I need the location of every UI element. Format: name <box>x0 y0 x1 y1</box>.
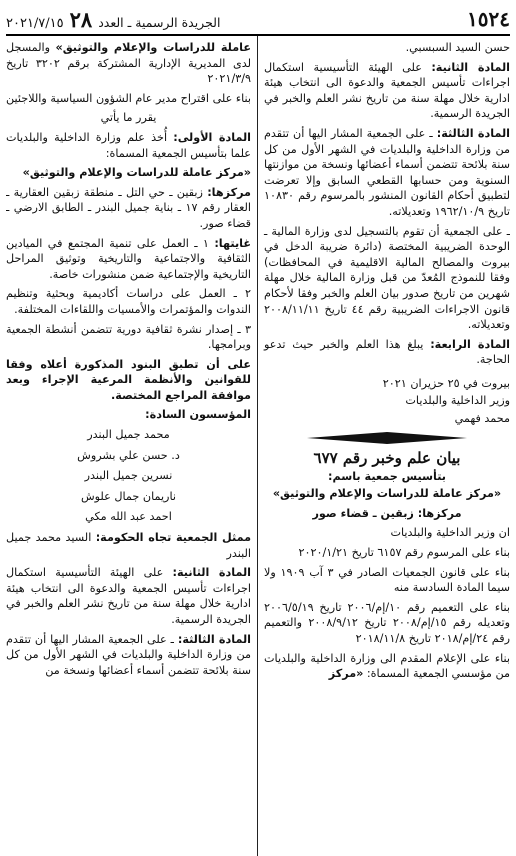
left-column <box>6 36 258 856</box>
article-three <box>6 632 251 679</box>
founder-name: نسرين جميل البندر <box>84 469 173 483</box>
sign-title: وزير الداخلية والبلديات <box>405 394 510 408</box>
article-label: المادة الثالثة: <box>177 632 252 646</box>
article-text: على الهيئة التأسيسية استكمال اجراءات تأسيس الجمعية والدعوة الى انتخاب هيئة ادارية خلال مهلة سنة من تاريخ نشر العلم والخبر في الجريدة الرسمية. <box>264 60 510 121</box>
founder-name: ناريمان جمال علوش <box>81 489 176 503</box>
association-name-continued: عاملة للدراسات والإعلام والتوثيق» <box>55 41 251 54</box>
representative-label: ممثل الجمعية تجاه الحكومة: <box>95 531 251 545</box>
article-label: المادة الرابعة: <box>430 337 510 351</box>
paragraph <box>6 40 251 87</box>
objectives-label: غايتها: <box>214 236 251 250</box>
header-issue-info <box>6 7 220 32</box>
article-two <box>6 565 251 627</box>
page-header <box>6 6 510 36</box>
paragraph: ان وزير الداخلية والبلديات <box>390 526 510 540</box>
article-label: المادة الثالثة: <box>436 126 510 140</box>
objectives-text: ١ ـ العمل على تنمية المجتمع في الميادين الثقافية والاجتماعية والتاريخية وتوثيق المراحل التاريخية والإجتماعية ضمن منشورات خاصة. <box>6 236 251 281</box>
page-number: ١٥٢٤ <box>467 7 510 31</box>
paragraph: ـ على الجمعية أن تقوم بالتسجيل لدى وزارة المالية ـ الوحدة الضريبية المختصة (دائرة ضريبة الدخل في بيروت والمصالح المالية الاقليمية في المحافظات) وفقا للنموذج المُعدّ من قبل وزارة المالية خلال مهلة شهرين من تاريخ صدور بيان العلم والخبر وفقا لأحكام قانون الاجراءات الضريبية رقم ٤٤ تاريخ ٢٠٠٨/١١/١١ وتعديلاته. <box>264 224 510 332</box>
article-text: ـ على الجمعية المشار اليها أن تتقدم من وزارة الداخلية والبلديات في الشهر الأول من كل سنة بلائحة تتضمن أسماء أعضائها ونسخة من <box>6 632 251 677</box>
compliance-clause: على أن تطبق البنود المذكورة أعلاه وفقا للقوانين والأنظمة المرعية الإجراء وبعد موافقة المراجع المختصة. <box>6 357 251 402</box>
issue-date: ٢٠٢١/٧/١٥ <box>6 15 64 31</box>
issue-number: ٢٨ <box>69 6 93 32</box>
headquarters <box>6 185 251 232</box>
paragraph: بناء على قانون الجمعيات الصادر في ٣ آب ١٩٠٩ ولا سيما المادة السادسة منه <box>264 565 510 595</box>
article-text: يبلغ هذا العلم والخبر حيث تدعو الحاجة. <box>264 337 510 367</box>
paragraph-text: والمسجل لدى المديرية الإدارية المشتركة برقم ٣٢٠٢ تاريخ ٢٠٢١/٣/٩ <box>6 41 251 86</box>
article-text: على الهيئة التأسيسية استكمال اجراءات تأسيس الجمعية والدعوة الى انتخاب هيئة ادارية خلال مهلة سنة من تاريخ نشر العلم والخبر في الجريدة الرسمية. <box>6 566 251 626</box>
association-location: مركزها: زبقين ـ قضاء صور <box>312 506 462 520</box>
paragraph: بناء على التعميم رقم ١٠/إم/٢٠٠٦ تاريخ ٢٠٠٦/٥/١٩ وتعديله رقم ١٥/إم/٢٠٠٨ تاريخ ٢٠٠٨/٩/١٢ والتعميم رقم ٢٤/إم/٢٠١٨ تاريخ ٢٠١٨/١١/٨ <box>264 600 510 645</box>
article-label: المادة الثانية: <box>431 60 510 74</box>
notice-title: بيان علم وخبر رقم ٦٧٧ <box>313 448 461 467</box>
right-column <box>258 36 510 856</box>
article-two <box>264 60 510 122</box>
founder-name: احمد عبد الله مكي <box>85 510 172 524</box>
article-label: المادة الثانية: <box>172 566 251 580</box>
paragraph-text: بناء على الإعلام المقدم الى وزارة الداخلية والبلديات من مؤسسي الجمعية المسماة: <box>264 651 510 681</box>
signature-block <box>264 376 510 427</box>
paragraph-bold: «مركز <box>328 667 364 681</box>
section-divider <box>264 431 510 445</box>
sign-place-date: بيروت في ٢٥ حزيران ٢٠٢١ <box>382 376 510 390</box>
page-columns <box>6 36 510 856</box>
objectives <box>6 236 251 283</box>
article-text: ـ على الجمعية المشار اليها أن تتقدم من وزارة الداخلية والبلديات في الشهر الأول من كل سنة بلائحة تتضمن أسماء أعضائها ونسخة من موازنتها السنوية ومن حسابها القطعي السابق وإلا تعرضت لتطبيق أحكام القانون المنشور بالمرسوم رقم ١٠٨٣٠ تاريخ ١٩٦٢/١٠/٩ وتعديلاته. <box>264 126 510 218</box>
headquarters-label: مركزها: <box>207 185 251 199</box>
decision-heading: يقرر ما يأتي <box>100 111 157 125</box>
founder-name: محمد جميل البندر <box>87 428 170 442</box>
sign-name: محمد فهمي <box>454 412 510 426</box>
founders-heading: المؤسسون السادة: <box>145 408 251 422</box>
representative-name: السيد محمد جميل البندر <box>6 531 251 560</box>
objective-item: ٣ ـ إصدار نشرة ثقافية دورية تتضمن أنشطة الجمعية وبرامجها. <box>6 322 251 352</box>
paragraph: بناء على المرسوم رقم ٦١٥٧ تاريخ ٢٠٢٠/١/٢١ <box>298 546 510 560</box>
article-text: أُخذ علم وزارة الداخلية والبلديات علما بتأسيس الجمعية المسماة: <box>6 130 251 160</box>
paragraph: حسن السيد السبسبي. <box>405 41 510 54</box>
notice-subtitle: بتأسيس جمعية باسم: <box>327 469 447 483</box>
paragraph: بناء على اقتراح مدير عام الشؤون السياسية واللاجئين <box>6 91 251 105</box>
article-label: المادة الأولى: <box>173 130 251 144</box>
article-four <box>264 337 510 368</box>
paragraph <box>264 651 510 682</box>
publication-name: الجريدة الرسمية ـ العدد <box>98 14 221 30</box>
article-three <box>264 126 510 220</box>
government-representative <box>6 530 251 561</box>
headquarters-text: زبقين ـ حي التل ـ منطقة زبقين العقارية ـ العقار رقم ١٧ ـ بناية جميل البندر ـ الطابق الارضي ـ قضاء صور. <box>6 185 251 230</box>
founders-list <box>6 427 251 525</box>
divider-ornament <box>307 431 467 445</box>
association-name: «مركز عاملة للدراسات والإعلام والتوثيق» <box>272 487 502 501</box>
objective-item: ٢ ـ العمل على دراسات أكاديمية وبحثية وتنظيم الندوات والمؤتمرات والأمسيات واللقاءات المختلفة. <box>6 287 251 316</box>
founder-name: د. حسن علي بشروش <box>77 448 180 462</box>
association-name: «مركز عاملة للدراسات والإعلام والتوثيق» <box>22 166 251 180</box>
article-one <box>6 130 251 161</box>
